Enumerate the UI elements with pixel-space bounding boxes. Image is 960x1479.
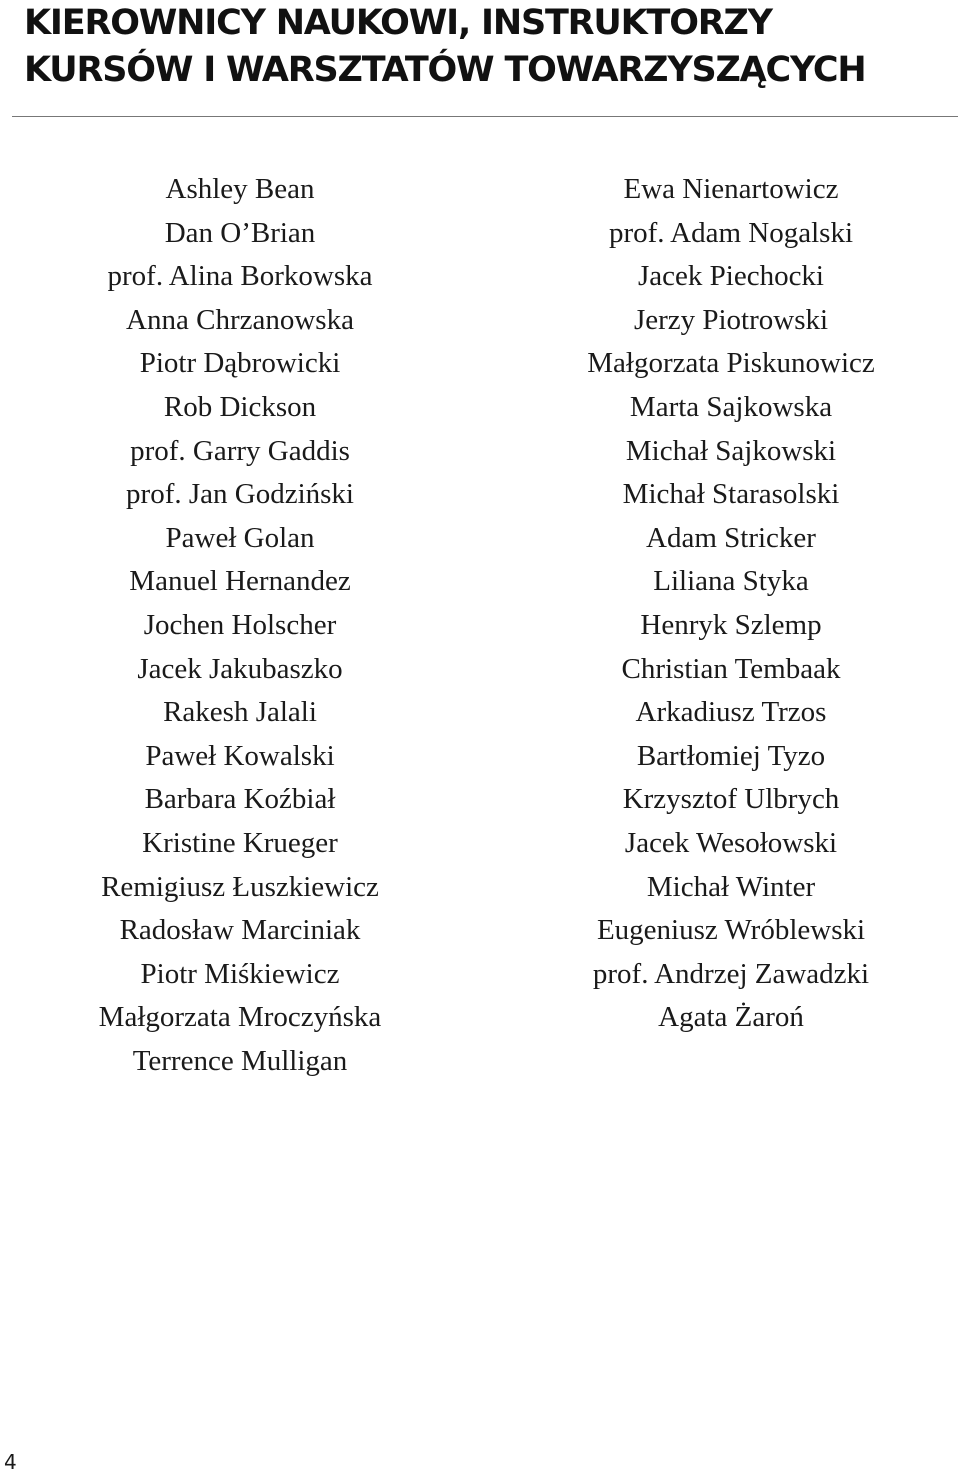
name-item: Manuel Hernandez: [129, 565, 351, 598]
name-item: Jacek Jakubaszko: [137, 652, 343, 685]
title-divider: [12, 116, 958, 117]
name-item: Jacek Piechocki: [637, 260, 824, 293]
name-item: Michał Winter: [646, 870, 816, 903]
names-list-right: [531, 168, 931, 1040]
name-item: Arkadiusz Trzos: [635, 696, 827, 729]
page-number: 4: [4, 1450, 17, 1474]
name-item: Krzysztof Ulbrych: [622, 783, 840, 816]
name-item: Eugeniusz Wróblewski: [596, 914, 866, 947]
name-item: Paweł Kowalski: [145, 739, 335, 772]
page-title: [24, 0, 944, 94]
name-item: Jerzy Piotrowski: [633, 303, 829, 336]
name-item: Christian Tembaak: [621, 652, 841, 685]
name-item: Anna Chrzanowska: [126, 303, 354, 336]
name-item: Bartłomiej Tyzo: [636, 739, 826, 772]
name-item: Piotr Miśkiewicz: [140, 957, 340, 990]
name-item: Henryk Szlemp: [640, 608, 822, 641]
name-item: Rakesh Jalali: [163, 696, 317, 729]
name-item: Michał Starasolski: [622, 478, 840, 511]
name-item: Kristine Krueger: [142, 826, 338, 859]
name-item: Małgorzata Mroczyńska: [98, 1001, 382, 1034]
name-item: Paweł Golan: [165, 521, 315, 554]
name-item: prof. Garry Gaddis: [130, 434, 350, 467]
name-item: Terrence Mulligan: [132, 1044, 348, 1077]
name-item: Michał Sajkowski: [625, 434, 837, 467]
name-item: Małgorzata Piskunowicz: [587, 347, 875, 380]
name-item: Ewa Nienartowicz: [623, 173, 839, 205]
name-item: Jochen Holscher: [143, 608, 337, 641]
name-item: Remigiusz Łuszkiewicz: [101, 870, 379, 903]
name-item: Rob Dickson: [163, 390, 317, 423]
name-item: prof. Andrzej Zawadzki: [592, 957, 870, 990]
name-item: Radosław Marciniak: [119, 914, 361, 947]
name-item: prof. Alina Borkowska: [107, 260, 373, 293]
name-item: Marta Sajkowska: [629, 390, 833, 423]
name-item: Liliana Styka: [653, 565, 809, 598]
name-item: prof. Jan Godziński: [126, 478, 354, 511]
name-item: Piotr Dąbrowicki: [139, 347, 341, 380]
name-item: Barbara Koźbiał: [144, 783, 336, 816]
name-item: Jacek Wesołowski: [624, 826, 838, 859]
names-list-left: [40, 168, 440, 1083]
page-title-line-2: KURSÓW I WARSZTATÓW TOWARZYSZĄCYCH: [24, 50, 866, 90]
name-item: Agata Żaroń: [658, 1001, 804, 1034]
name-item: prof. Adam Nogalski: [608, 216, 854, 249]
page-title-line-1: KIEROWNICY NAUKOWI, INSTRUKTORZY: [24, 3, 772, 43]
name-item: Dan O’Brian: [164, 216, 316, 249]
name-item: Adam Stricker: [646, 521, 816, 554]
name-item: Ashley Bean: [165, 173, 315, 205]
